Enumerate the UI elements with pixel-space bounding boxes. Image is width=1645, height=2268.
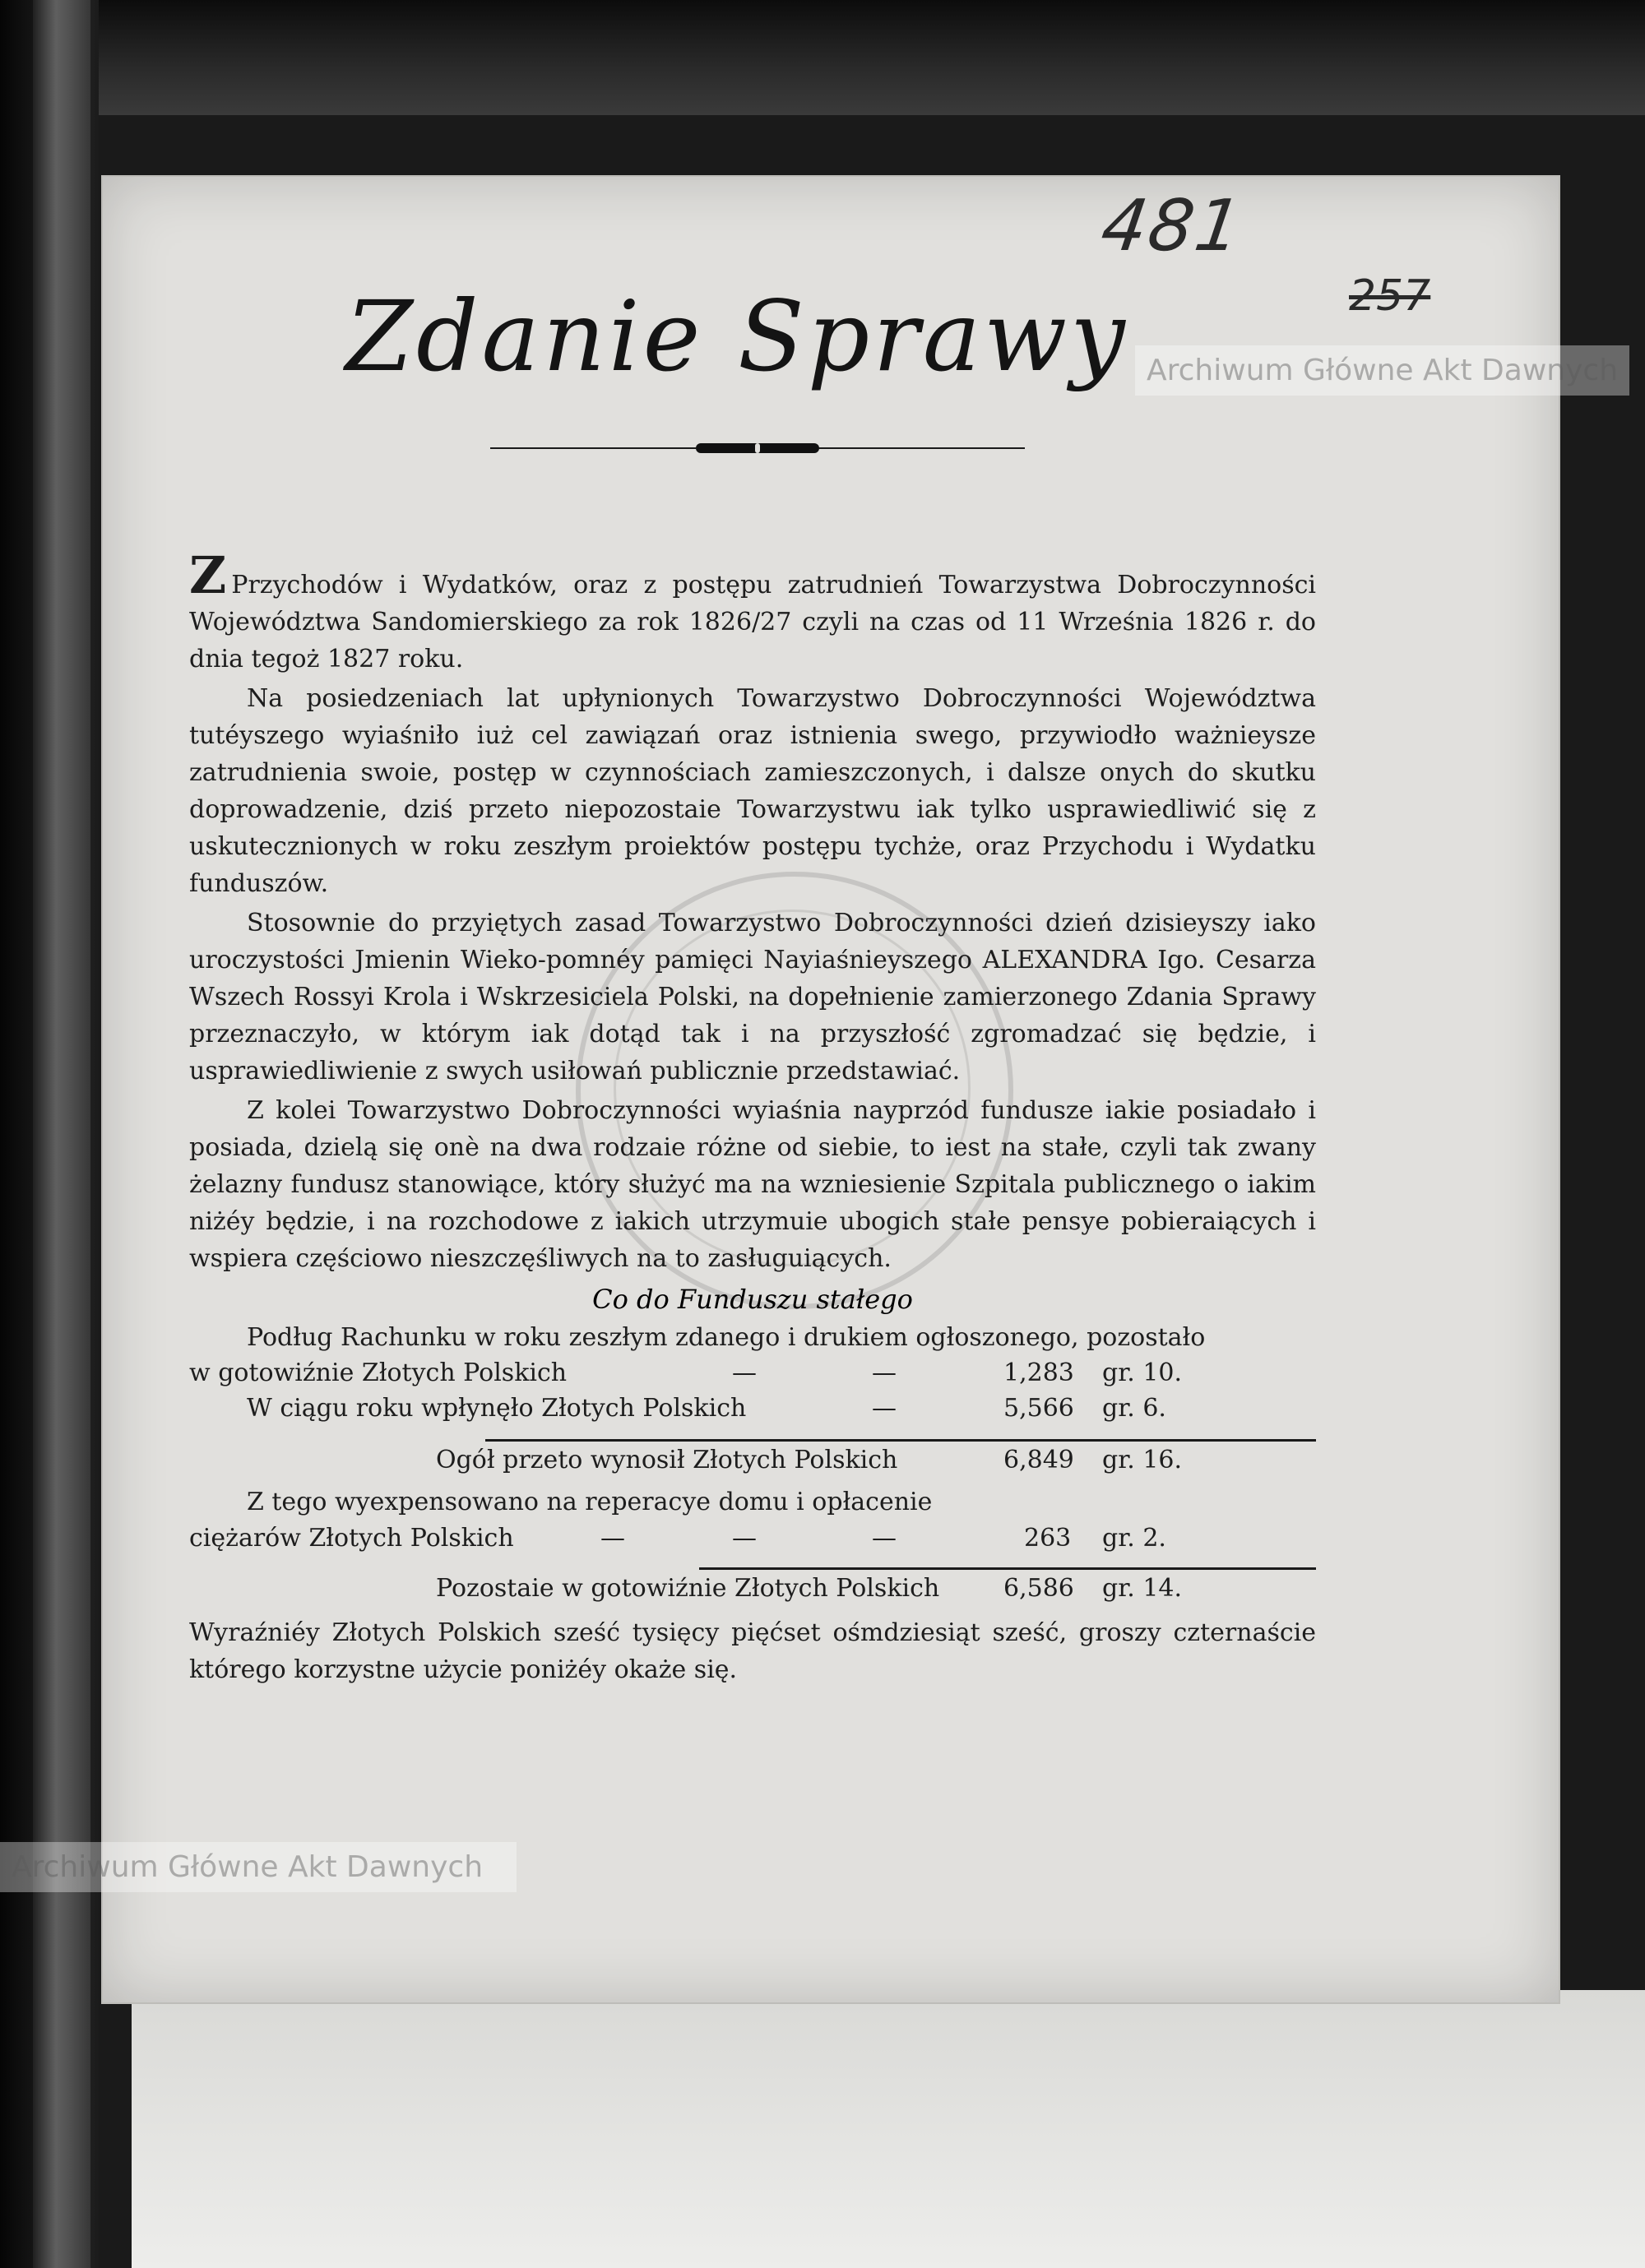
account-row-income [189, 1394, 1316, 1429]
archive-watermark-top: Archiwum Główne Akt Dawnych [1135, 345, 1629, 396]
archive-watermark-bottom: Archiwum Główne Akt Dawnych [0, 1842, 517, 1892]
paragraph-2: Stosownie do przyiętych zasad Towarzystwo Dobroczynności dzień dzisieyszy iako uroczystości Jmienin Wieko-pomnéy pamięci Nayiaśnieyszego ALEXANDRA Igo. Cesarza Wszech Rossyi Krola i Wskrzesiciela Polski, na dopełnienie zamierzonego Zdania Sprawy przeznaczyło, w którym iak dotąd tak i na przyszłość zgromadzać się będzie, i usprawiedliwienie z swych usiłowań publicznie przedstawiać. [189, 909, 1316, 1085]
account-cash-gr: gr. 10. [1102, 1358, 1183, 1387]
account-row-total [189, 1446, 1316, 1481]
accounts-table [189, 1323, 1316, 1609]
account-expense-gr: gr. 2. [1102, 1524, 1166, 1553]
dash: — [732, 1358, 757, 1387]
account-income-amount: 5,566 [1003, 1394, 1074, 1423]
account-row-cash [189, 1358, 1316, 1394]
account-row-expense [189, 1481, 1316, 1524]
title-ornament-rule [490, 442, 1025, 454]
account-burdens-label: ciężarów Złotych Polskich [189, 1524, 514, 1553]
folio-number: 481 [1096, 185, 1249, 267]
drop-cap: Z [189, 545, 227, 605]
account-remaining-amount: 6,586 [1003, 1574, 1074, 1603]
account-income-label: W ciągu roku wpłynęło Złotych Polskich [247, 1394, 747, 1423]
intro-text: Przychodów i Wydatków, oraz z postępu zatrudnień Towarzystwa Dobroczynności Województwa Sandomierskiego za rok 1826/27 czyli na czas od 11 Września 1826 r. do dnia tegoż 1827 roku. [189, 571, 1316, 673]
account-row-carried [189, 1323, 1316, 1358]
account-row-remaining [189, 1574, 1316, 1609]
intro-paragraph [189, 545, 1316, 678]
closing-paragraph: Wyraźniéy Złotych Polskich sześć tysięcy pięćset ośmdziesiąt sześć, groszy czternaście którego korzystne użycie poniżéy okaże się. [189, 1618, 1316, 1684]
dash: — [732, 1524, 757, 1553]
account-total-amount: 6,849 [1003, 1446, 1074, 1474]
dash: — [600, 1524, 625, 1553]
dash: — [872, 1394, 897, 1423]
underlying-page [132, 1990, 1645, 2268]
sum-rule [699, 1567, 1316, 1570]
account-total-label: Ogół przeto wynosił Złotych Polskich [436, 1446, 898, 1474]
binding-edge [33, 0, 90, 2268]
account-total-gr: gr. 16. [1102, 1446, 1183, 1474]
account-income-gr: gr. 6. [1102, 1394, 1166, 1423]
account-expense-amount: 263 [1024, 1524, 1072, 1553]
document-body [189, 545, 1316, 1688]
paragraph-1: Na posiedzeniach lat upłynionych Towarzystwo Dobroczynności Województwa tutéyszego wyiaśniło iuż cel zawiązań oraz istnienia swego, przywiodło ważnieysze zatrudnienia swoie, postęp w czynnościach zamieszczonych, i dalsze onych do skutku doprowadzenie, dziś przeto niepozostaie Towarzystwu iak tylko usprawiedliwić się z uskutecznionych w roku zeszłym proiektów postępu tychże, oraz Przychodu i Wydatku funduszów. [189, 684, 1316, 898]
paragraph-3: Z kolei Towarzystwo Dobroczynności wyiaśnia nayprzód fundusze iakie posiadało i posiada, dzielą się onè na dwa rodzaie różne od siebie, to iest na stałe, czyli tak zwany żelazny fundusz stanowiące, który służyć ma na wzniesienie Szpitala publicznego o iakim niżéy będzie, i na rozchodowe z iakich utrzymuie ubogich stałe pensye pobieraiących i wspiera częściowo nieszczęśliwych na to zasługuiących. [189, 1096, 1316, 1273]
account-carried-text: Podług Rachunku w roku zeszłym zdanego i drukiem ogłoszonego, pozostało [247, 1323, 1206, 1352]
old-folio-number: 257 [1349, 271, 1431, 321]
section-heading: Co do Funduszu stałego [592, 1284, 913, 1315]
account-remaining-label: Pozostaie w gotowiźnie Złotych Polskich [436, 1574, 940, 1603]
document-title: Zdanie Sprawy [345, 280, 1128, 393]
dash: — [872, 1524, 897, 1553]
dash: — [872, 1358, 897, 1387]
account-expense-text: Z tego wyexpensowano na reperacye domu i opłacenie [247, 1488, 933, 1516]
scan-top-shadow [0, 0, 1645, 115]
account-cash-amount: 1,283 [1003, 1358, 1074, 1387]
account-cash-label: w gotowiźnie Złotych Polskich [189, 1358, 568, 1387]
account-remaining-gr: gr. 14. [1102, 1574, 1183, 1603]
account-row-burdens [189, 1524, 1316, 1559]
sum-rule [485, 1439, 1316, 1442]
